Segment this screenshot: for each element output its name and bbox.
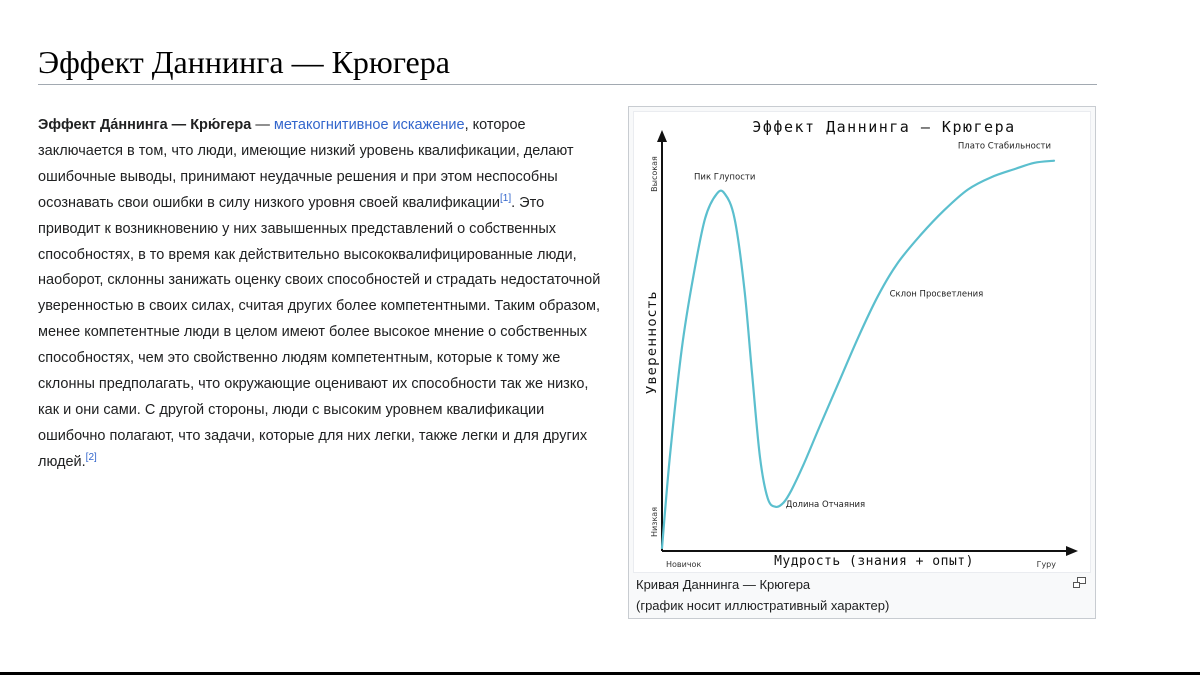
x-axis-arrow	[1066, 546, 1078, 556]
dunning-kruger-chart	[634, 112, 1090, 572]
y-axis-arrow	[657, 130, 667, 142]
title-divider	[38, 84, 1097, 85]
caption-line-2: (график носит иллюстративный характер)	[636, 598, 890, 613]
reference-2-link[interactable]: [2]	[85, 451, 97, 463]
x-tick-low: Новичок	[666, 560, 702, 569]
magnify-clip-icon[interactable]	[1073, 577, 1087, 589]
annotation-label-1: Долина Отчаяния	[785, 499, 866, 510]
article-text-part-2: . Это приводит к возникновению у них завышенных представлений о собственных способностях, в то время как действительно высококвалифицированные люди, наоборот, склонны занижать оценку своих способностей и страдать недостаточной уверенностью в своих силах, считая других более компетентными. Таким образом, менее компетентные люди в целом имеют более высокое мнение о собственных способностях, чем это свойственно людям компетентным, которые к тому же склонны предполагать, что окружающие оценивают их способности так же низко, как и они сами. С другой стороны, люди с высоким уровнем квалификации ошибочно полагают, что задачи, которые для них легки, также легки и для других людей.	[38, 194, 601, 470]
chart-image[interactable]	[633, 111, 1091, 573]
annotation-label-3: Плато Стабильности	[957, 141, 1051, 152]
y-axis-label: Уверенность	[645, 290, 660, 394]
figure-caption	[636, 574, 1056, 616]
article-dash: —	[251, 117, 274, 133]
y-tick-high: Высокая	[650, 156, 659, 192]
reference-1-link[interactable]: [1]	[500, 192, 512, 204]
annotation-label-0: Пик Глупости	[694, 172, 756, 183]
metacognitive-bias-link[interactable]: метакогнитивное искажение	[273, 117, 465, 133]
article-paragraph	[38, 113, 603, 476]
chart-title: Эффект Даннинга — Крюгера	[752, 118, 1016, 136]
confidence-curve-0	[662, 161, 1054, 548]
figure-thumbnail	[628, 106, 1096, 619]
x-axis-label: Мудрость (знания + опыт)	[774, 554, 974, 569]
article-term: Эффект Да́ннинга — Крю́гера	[38, 117, 252, 133]
y-tick-low: Низкая	[650, 506, 659, 538]
annotation-label-2: Склон Просветления	[889, 289, 984, 300]
article-text-part-1: , которое заключается в том, что люди, имеющие низкий уровень квалификации, делают ошибочные выводы, принимают неудачные решения и при этом неспособны осознавать свои ошибки в силу низкого уровня своей квалификации	[38, 117, 574, 211]
page-title: Эффект Даннинга — Крюгера	[38, 44, 450, 80]
x-tick-high: Гуру	[1036, 560, 1056, 569]
caption-line-1: Кривая Даннинга — Крюгера	[636, 577, 811, 592]
